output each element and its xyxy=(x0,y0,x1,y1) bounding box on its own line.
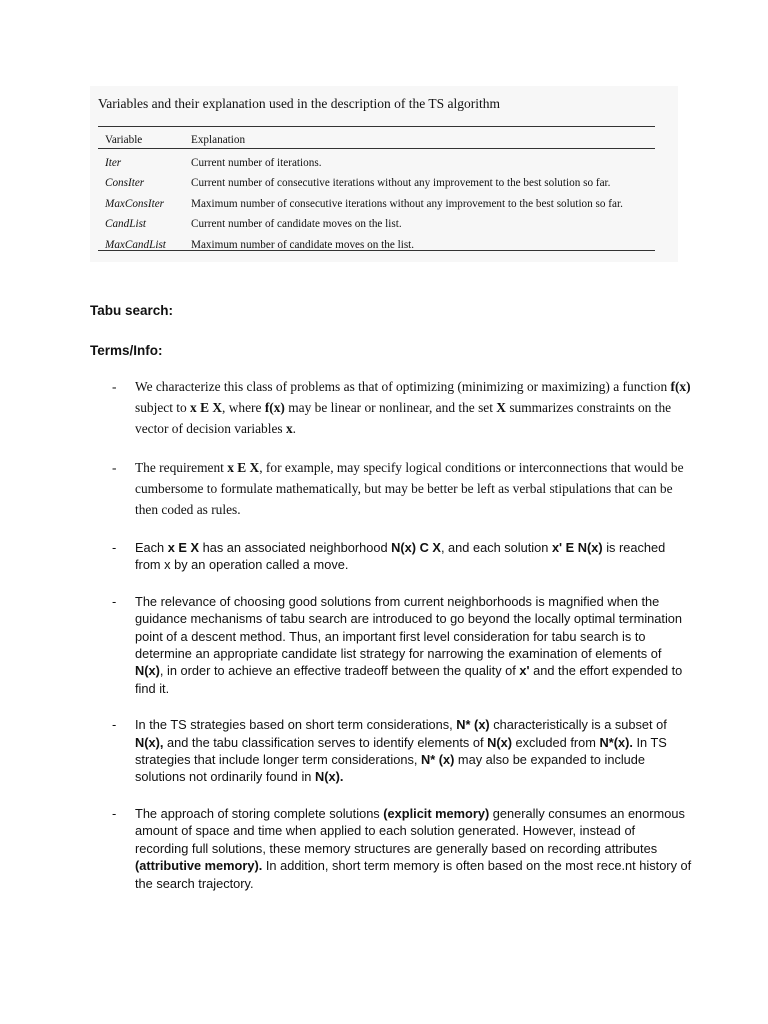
text-run: summarizes constraints on the vector of decision variables xyxy=(135,400,672,436)
text-run: and the tabu classification serves to identify elements of xyxy=(163,734,488,750)
text-run: , where xyxy=(222,400,265,415)
variable-cell: CandList xyxy=(105,218,147,231)
variables-table xyxy=(105,130,651,255)
bullet-text xyxy=(135,379,691,436)
bold-term: (explicit memory) xyxy=(383,805,490,821)
text-run: excluded from xyxy=(511,734,600,750)
bold-term: N(x), xyxy=(135,734,164,750)
table-row xyxy=(105,235,651,256)
table-top-rule xyxy=(98,126,655,127)
table-row xyxy=(105,194,651,215)
text-run: The requirement xyxy=(135,460,228,475)
table-row xyxy=(105,214,651,235)
bold-term: X xyxy=(496,400,506,415)
bold-term: x E X xyxy=(190,400,223,415)
variable-cell: MaxConsIter xyxy=(105,197,165,210)
text-run: In the TS strategies based on short term considerations, xyxy=(135,717,457,733)
bold-term: x E X xyxy=(227,460,260,475)
text-run: may be linear or nonlinear, and the set xyxy=(284,400,497,415)
table-caption: Variables and their explanation used in the description of the TS algorithm xyxy=(98,96,501,111)
bold-term: x' xyxy=(519,663,530,679)
text-run: Each xyxy=(135,540,168,555)
bold-term: x' E N(x) xyxy=(551,540,603,555)
text-run: The approach of storing complete solutions xyxy=(135,805,384,821)
text-run: , and each solution xyxy=(440,540,552,555)
text-run: is reached from x by an operation called a move. xyxy=(135,540,666,573)
bullet-text xyxy=(135,717,667,784)
header-explanation: Explanation xyxy=(191,134,246,147)
variables-table-figure xyxy=(90,86,678,262)
text-run: In TS strategies that include longer term considerations, xyxy=(135,734,667,768)
bullet-text xyxy=(135,460,684,517)
table-row xyxy=(105,173,651,194)
variable-cell: Iter xyxy=(105,156,122,169)
explanation-cell: Maximum number of candidate moves on the list. xyxy=(191,238,415,251)
text-run: may also be expanded to include solutions not ordinarily found in xyxy=(135,752,646,785)
text-run: and the effort expended to find it. xyxy=(135,663,683,696)
bold-term: N(x). xyxy=(314,769,344,785)
explanation-cell: Current number of candidate moves on the list. xyxy=(191,218,402,231)
bold-term: N*(x). xyxy=(599,734,633,750)
bullet-list xyxy=(112,376,692,892)
explanation-cell: Current number of consecutive iterations without any improvement to the best solution so far. xyxy=(191,177,611,190)
text-run: The relevance of choosing good solutions from current neighborhoods is magnified when the guidance mechanisms of tabu search are introduced to go beyond the locally optimal termination point of a descent method. Thus, an important first level consideration for tabu search is to determine an appropriate candidate list strategy for narrowing the examination of elements of xyxy=(135,593,683,662)
bold-term: x xyxy=(285,421,293,436)
table-header-row xyxy=(105,130,651,151)
bullet-item: - We characterize this class of problems as that of optimizing (minimizing or maximizing) a function f(x) subject to x E X, where f(x) may be linear or nonlinear, and the set X summarizes constraints on the vector of decision variables x. xyxy=(112,379,691,436)
text-run: In addition, short term memory is often based on the most rece.nt history of the search trajectory. xyxy=(135,858,692,891)
text-run: We characterize this class of problems as that of optimizing (minimizing or maximizing) a function xyxy=(135,379,671,394)
bullet-text xyxy=(135,540,665,572)
bold-term: N* (x) xyxy=(456,717,490,733)
text-run: has an associated neighborhood xyxy=(199,540,392,555)
bold-term: f(x) xyxy=(670,379,691,394)
text-run: . xyxy=(292,421,297,436)
section-heading-terms: Terms/Info: xyxy=(90,343,163,358)
bullet-item: - Each x E X has an associated neighborhood N(x) C X, and each solution x' E N(x) is reached from x by an operation called a move. xyxy=(112,540,666,573)
text-run: characteristically is a subset of xyxy=(489,717,667,733)
explanation-cell: Current number of iterations. xyxy=(191,156,322,169)
section-heading-tabu-search: Tabu search: xyxy=(90,303,174,318)
text-run: , for example, may specify logical conditions or interconnections that would be cumbersome to formulate mathematically, but may be better be left as verbal stipulations that can be then coded as rules. xyxy=(135,460,684,517)
bold-term: f(x) xyxy=(264,400,285,415)
explanation-cell: Maximum number of consecutive iterations without any improvement to the best solution so far. xyxy=(191,197,623,210)
bullet-item: - In the TS strategies based on short term considerations, N* (x) characteristically is a subset of N(x), and the tabu classification serves to identify elements of N(x) excluded from N*(x). In TS strategies that include longer term considerations, N* (x) may also be expanded to include solutions not ordinarily found in N(x). xyxy=(112,717,667,785)
bold-term: N(x) xyxy=(487,734,512,750)
bold-term: x E X xyxy=(167,540,200,555)
bullet-item: - The relevance of choosing good solutions from current neighborhoods is magnified when the guidance mechanisms of tabu search are introduced to go beyond the locally optimal termination point of a descent method. Thus, an important first level consideration for tabu search is to determine an appropriate candidate list strategy for narrowing the examination of elements of N(x), in order to achieve an effective tradeoff between the quality of x' and the effort expended to find it. xyxy=(112,593,683,696)
header-variable: Variable xyxy=(105,134,143,147)
bullet-text xyxy=(135,594,682,696)
table-row xyxy=(105,153,651,174)
text-run: generally consumes an enormous amount of space and time when applied to each solution generated. However, instead of recording full solutions, these memory structures are generally based on recording attributes xyxy=(135,805,685,856)
text-run: , in order to achieve an effective tradeoff between the quality of xyxy=(159,663,520,679)
bold-term: N* (x) xyxy=(420,752,455,768)
text-run: subject to xyxy=(135,400,191,415)
variable-cell: ConsIter xyxy=(105,177,145,190)
bullet-item: - The approach of storing complete solutions (explicit memory) generally consumes an enormous amount of space and time when applied to each solution generated. However, instead of recording full solutions, these memory structures are generally based on recording attributes (attributive memory). In addition, short term memory is often based on the most rece.nt history of the search trajectory. xyxy=(112,805,692,891)
variable-cell: MaxCandList xyxy=(105,238,166,251)
bold-term: N(x) xyxy=(135,663,160,679)
bold-term: N(x) C X xyxy=(391,540,441,555)
bullet-text xyxy=(135,806,691,891)
bold-term: (attributive memory). xyxy=(135,858,263,874)
bullet-item: - The requirement x E X, for example, may specify logical conditions or interconnections that would be cumbersome to formulate mathematically, but may be better be left as verbal stipulations that can be then coded as rules. xyxy=(112,460,684,517)
